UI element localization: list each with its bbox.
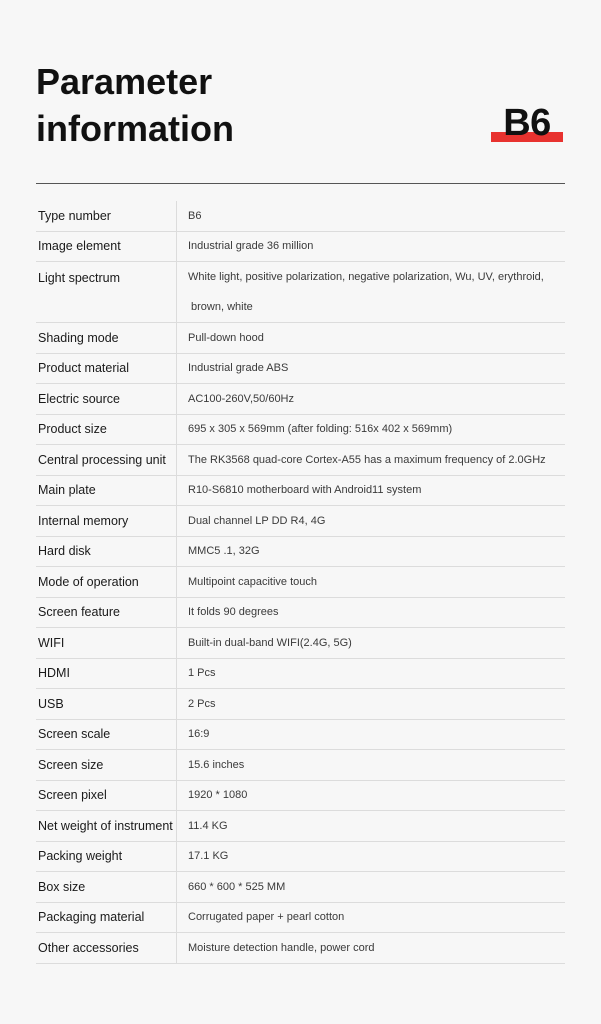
spec-value: 16:9 xyxy=(177,719,566,750)
spec-row-packaging-material xyxy=(36,902,565,933)
spec-label: WIFI xyxy=(36,628,177,659)
spec-row-main-plate xyxy=(36,475,565,506)
spec-row-internal-memory xyxy=(36,506,565,537)
page-title xyxy=(36,58,336,152)
header-divider xyxy=(36,183,565,184)
spec-row-light-spectrum xyxy=(36,262,565,323)
spec-row-other-accessories xyxy=(36,933,565,964)
spec-label: USB xyxy=(36,689,177,720)
spec-value: The RK3568 quad-core Cortex-A55 has a maximum frequency of 2.0GHz xyxy=(177,445,566,476)
spec-value: 11.4 KG xyxy=(177,811,566,842)
page-title-line-2: information xyxy=(36,108,234,149)
spec-value: 1920 * 1080 xyxy=(177,780,566,811)
spec-row-screen-scale xyxy=(36,719,565,750)
spec-label: Screen pixel xyxy=(36,780,177,811)
spec-value-line-1: White light, positive polarization, negative polarization, Wu, UV, erythroid, xyxy=(188,271,544,283)
spec-label: Screen feature xyxy=(36,597,177,628)
spec-label: Mode of operation xyxy=(36,567,177,598)
spec-label: Screen size xyxy=(36,750,177,781)
spec-label: Electric source xyxy=(36,384,177,415)
spec-value: Pull-down hood xyxy=(177,323,566,354)
spec-value: 1 Pcs xyxy=(177,658,566,689)
spec-value-line-2: brown, white xyxy=(191,301,253,313)
spec-label: HDMI xyxy=(36,658,177,689)
spec-row-mode-of-operation xyxy=(36,567,565,598)
spec-row-net-weight xyxy=(36,811,565,842)
spec-label: Packaging material xyxy=(36,902,177,933)
spec-row-type-number xyxy=(36,201,565,231)
spec-value: 2 Pcs xyxy=(177,689,566,720)
spec-value: Industrial grade 36 million xyxy=(177,231,566,262)
spec-value: AC100-260V,50/60Hz xyxy=(177,384,566,415)
spec-value xyxy=(177,262,566,323)
spec-label: Product size xyxy=(36,414,177,445)
spec-value: 15.6 inches xyxy=(177,750,566,781)
spec-value: Moisture detection handle, power cord xyxy=(177,933,566,964)
spec-row-shading-mode xyxy=(36,323,565,354)
spec-row-box-size xyxy=(36,872,565,903)
spec-row-cpu xyxy=(36,445,565,476)
spec-row-usb xyxy=(36,689,565,720)
spec-row-product-material xyxy=(36,353,565,384)
spec-value: B6 xyxy=(177,201,566,231)
spec-value: 17.1 KG xyxy=(177,841,566,872)
spec-value: MMC5 .1, 32G xyxy=(177,536,566,567)
spec-value: Industrial grade ABS xyxy=(177,353,566,384)
spec-label: Screen scale xyxy=(36,719,177,750)
spec-row-screen-size xyxy=(36,750,565,781)
spec-value: Dual channel LP DD R4, 4G xyxy=(177,506,566,537)
spec-label: Main plate xyxy=(36,475,177,506)
spec-label: Other accessories xyxy=(36,933,177,964)
spec-label: Net weight of instrument xyxy=(36,811,177,842)
spec-row-wifi xyxy=(36,628,565,659)
spec-table xyxy=(36,201,565,964)
spec-value: Multipoint capacitive touch xyxy=(177,567,566,598)
spec-label: Product material xyxy=(36,353,177,384)
spec-value: 660 * 600 * 525 MM xyxy=(177,872,566,903)
spec-row-electric-source xyxy=(36,384,565,415)
spec-label: Internal memory xyxy=(36,506,177,537)
model-badge xyxy=(491,103,563,145)
spec-value: Corrugated paper + pearl cotton xyxy=(177,902,566,933)
spec-label: Type number xyxy=(36,201,177,231)
spec-row-screen-feature xyxy=(36,597,565,628)
spec-label: Light spectrum xyxy=(36,262,177,323)
spec-value: R10-S6810 motherboard with Android11 system xyxy=(177,475,566,506)
spec-label: Hard disk xyxy=(36,536,177,567)
model-code: B6 xyxy=(503,102,551,144)
spec-row-packing-weight xyxy=(36,841,565,872)
spec-row-hard-disk xyxy=(36,536,565,567)
spec-row-hdmi xyxy=(36,658,565,689)
spec-row-screen-pixel xyxy=(36,780,565,811)
spec-label: Box size xyxy=(36,872,177,903)
spec-value: Built-in dual-band WIFI(2.4G, 5G) xyxy=(177,628,566,659)
page-title-line-1: Parameter xyxy=(36,61,213,102)
spec-row-product-size xyxy=(36,414,565,445)
spec-label: Central processing unit xyxy=(36,445,177,476)
spec-value: It folds 90 degrees xyxy=(177,597,566,628)
spec-row-image-element xyxy=(36,231,565,262)
spec-label: Image element xyxy=(36,231,177,262)
spec-label: Shading mode xyxy=(36,323,177,354)
spec-value: 695 x 305 x 569mm (after folding: 516x 402 x 569mm) xyxy=(177,414,566,445)
spec-label: Packing weight xyxy=(36,841,177,872)
